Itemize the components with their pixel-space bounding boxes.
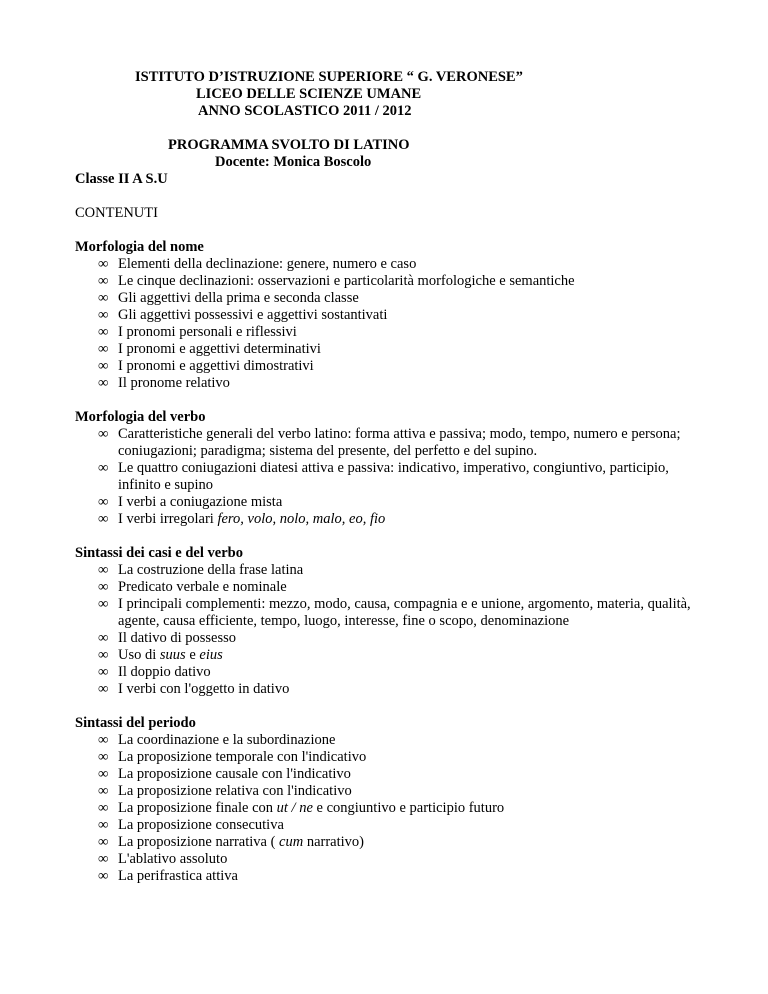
school-year: ANNO SCOLASTICO 2011 / 2012 [198, 103, 412, 119]
list-item [75, 817, 715, 834]
section-sintassi-casi [75, 545, 715, 698]
section-title: Sintassi dei casi e del verbo [75, 545, 243, 561]
item-text: La proposizione relativa con l'indicativo [118, 783, 352, 799]
section-title: Morfologia del nome [75, 239, 204, 255]
item-text: e congiuntivo e participio futuro [312, 800, 505, 816]
infinity-bullet-icon: ∞ [98, 851, 109, 867]
bullet-list [75, 426, 715, 528]
infinity-bullet-icon: ∞ [98, 868, 109, 884]
item-text: Le quattro coniugazioni diatesi attiva e passiva: indicativo, imperativo, congiuntivo, participio, infinito e supino [118, 460, 669, 493]
bullet-list [75, 256, 715, 392]
list-item [75, 511, 715, 528]
school-branch: LICEO DELLE SCIENZE UMANE [196, 86, 422, 102]
item-text: La coordinazione e la subordinazione [118, 732, 336, 748]
item-text: Le cinque declinazioni: osservazioni e particolarità morfologiche e semantiche [118, 273, 575, 289]
item-text: L'ablativo assoluto [118, 851, 228, 867]
list-item [75, 630, 715, 647]
infinity-bullet-icon: ∞ [98, 834, 109, 850]
list-item [75, 749, 715, 766]
infinity-bullet-icon: ∞ [98, 681, 109, 697]
list-item [75, 800, 715, 817]
item-text: I verbi con l'oggetto in dativo [118, 681, 290, 697]
list-item [75, 290, 715, 307]
infinity-bullet-icon: ∞ [98, 307, 109, 323]
infinity-bullet-icon: ∞ [98, 324, 109, 340]
item-text: I pronomi e aggettivi determinativi [118, 341, 321, 357]
item-text: Uso di [118, 647, 160, 663]
infinity-bullet-icon: ∞ [98, 426, 109, 442]
teacher-name: Docente: Monica Boscolo [215, 154, 372, 170]
italic-term: cum [279, 834, 304, 850]
infinity-bullet-icon: ∞ [98, 800, 109, 816]
item-text: La costruzione della frase latina [118, 562, 304, 578]
section-morfologia-verbo [75, 409, 715, 528]
list-item [75, 562, 715, 579]
list-item [75, 375, 715, 392]
list-item [75, 460, 715, 494]
list-item [75, 664, 715, 681]
item-text: e [185, 647, 200, 663]
bullet-list [75, 562, 715, 698]
list-item [75, 324, 715, 341]
item-text: Il doppio dativo [118, 664, 211, 680]
program-title: PROGRAMMA SVOLTO DI LATINO [168, 137, 410, 153]
item-text: La proposizione finale con [118, 800, 277, 816]
italic-term: suus [159, 647, 186, 663]
list-item [75, 868, 715, 885]
infinity-bullet-icon: ∞ [98, 290, 109, 306]
infinity-bullet-icon: ∞ [98, 596, 109, 612]
list-item [75, 256, 715, 273]
infinity-bullet-icon: ∞ [98, 579, 109, 595]
section-sintassi-periodo [75, 715, 715, 885]
item-text: Elementi della declinazione: genere, numero e caso [118, 256, 417, 272]
item-text: Gli aggettivi possessivi e aggettivi sostantivati [118, 307, 388, 323]
bullet-list [75, 732, 715, 885]
infinity-bullet-icon: ∞ [98, 732, 109, 748]
item-text: La proposizione consecutiva [118, 817, 284, 833]
list-item [75, 732, 715, 749]
item-text: Il dativo di possesso [118, 630, 237, 646]
infinity-bullet-icon: ∞ [98, 273, 109, 289]
item-text: I pronomi personali e riflessivi [118, 324, 297, 340]
list-item [75, 851, 715, 868]
item-text: narrativo) [303, 834, 365, 850]
list-item [75, 273, 715, 290]
infinity-bullet-icon: ∞ [98, 783, 109, 799]
school-name: ISTITUTO D’ISTRUZIONE SUPERIORE “ G. VERONESE” [135, 69, 523, 85]
infinity-bullet-icon: ∞ [98, 375, 109, 391]
infinity-bullet-icon: ∞ [98, 460, 109, 476]
item-text: I verbi a coniugazione mista [118, 494, 283, 510]
item-text: Gli aggettivi della prima e seconda classe [118, 290, 359, 306]
infinity-bullet-icon: ∞ [98, 358, 109, 374]
infinity-bullet-icon: ∞ [98, 511, 109, 527]
infinity-bullet-icon: ∞ [98, 562, 109, 578]
item-text: I pronomi e aggettivi dimostrativi [118, 358, 314, 374]
italic-term: eius [199, 647, 223, 663]
item-text: La proposizione causale con l'indicativo [118, 766, 351, 782]
list-item [75, 783, 715, 800]
list-item [75, 341, 715, 358]
list-item [75, 579, 715, 596]
infinity-bullet-icon: ∞ [98, 256, 109, 272]
item-text: Caratteristiche generali del verbo latino: forma attiva e passiva; modo, tempo, numero e persona; coniugazioni; paradigma; sistema del presente, del perfetto e del supino. [118, 426, 681, 459]
infinity-bullet-icon: ∞ [98, 817, 109, 833]
item-text: Il pronome relativo [118, 375, 230, 391]
item-text: Predicato verbale e nominale [118, 579, 287, 595]
list-item [75, 426, 715, 460]
list-item [75, 596, 715, 630]
infinity-bullet-icon: ∞ [98, 647, 109, 663]
list-item [75, 358, 715, 375]
item-text: I principali complementi: mezzo, modo, causa, compagnia e e unione, argomento, materia, qualità, agente, causa efficiente, tempo, luogo, interesse, fine o scopo, denominazione [118, 596, 691, 629]
italic-term: fero, volo, nolo, malo, eo, fio [217, 511, 386, 527]
list-item [75, 834, 715, 851]
section-title: Sintassi del periodo [75, 715, 196, 731]
contents-heading: CONTENUTI [75, 205, 158, 221]
item-text: La proposizione narrativa ( [118, 834, 280, 850]
infinity-bullet-icon: ∞ [98, 749, 109, 765]
list-item [75, 766, 715, 783]
list-item [75, 647, 715, 664]
item-text: La perifrastica attiva [118, 868, 238, 884]
italic-term: ut / ne [276, 800, 313, 816]
list-item [75, 494, 715, 511]
list-item [75, 681, 715, 698]
infinity-bullet-icon: ∞ [98, 766, 109, 782]
list-item [75, 307, 715, 324]
infinity-bullet-icon: ∞ [98, 630, 109, 646]
infinity-bullet-icon: ∞ [98, 341, 109, 357]
item-text: La proposizione temporale con l'indicativo [118, 749, 367, 765]
infinity-bullet-icon: ∞ [98, 494, 109, 510]
infinity-bullet-icon: ∞ [98, 664, 109, 680]
item-text: I verbi irregolari [118, 511, 218, 527]
section-title: Morfologia del verbo [75, 409, 206, 425]
section-morfologia-nome [75, 239, 715, 392]
class-label: Classe II A S.U [75, 171, 168, 187]
